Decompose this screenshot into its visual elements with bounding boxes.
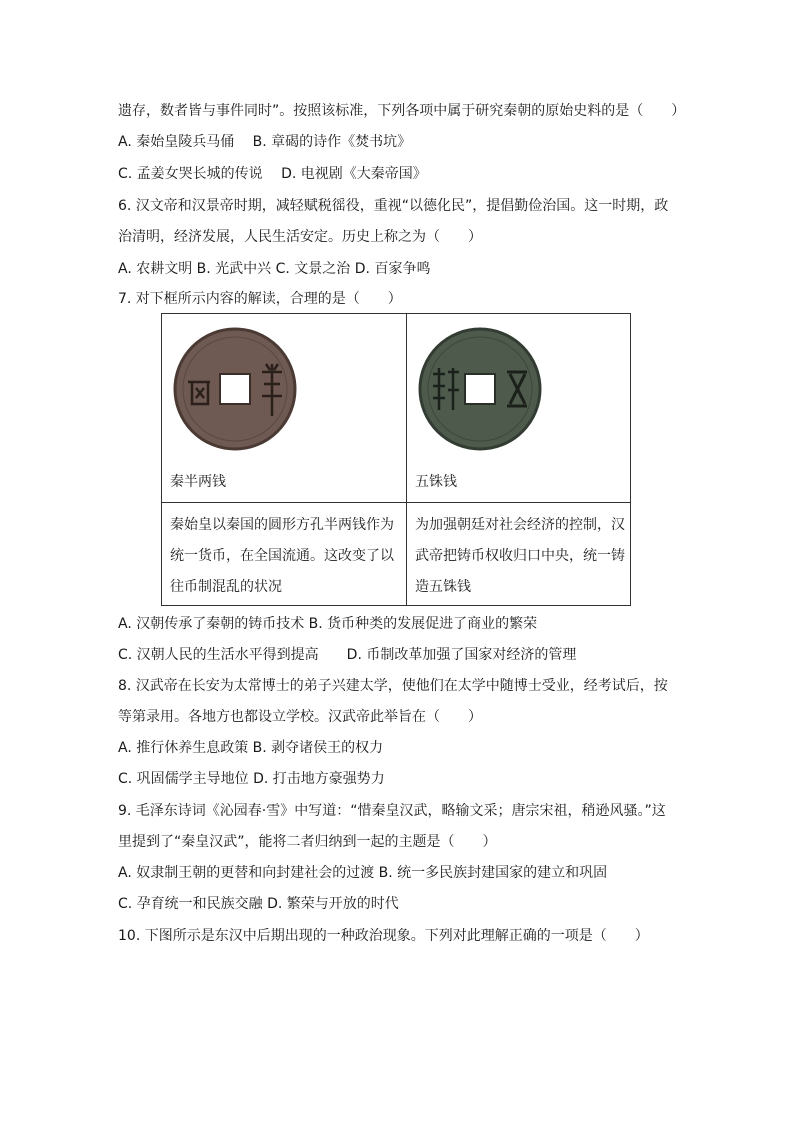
question-10: 10. 下图所示是东汉中后期出现的一种政治现象。下列对此理解正确的一项是（ ）: [118, 928, 649, 944]
option-line: C. 孕育统一和民族交融 D. 繁荣与开放的时代: [118, 896, 399, 912]
banliang-description: 秦始皇以秦国的圆形方孔半两钱作为统一货币，在全国流通。这改变了以往币制混乱的状况: [170, 517, 394, 595]
coin-label: 秦半两钱: [170, 474, 226, 490]
option-line: A. 汉朝传承了秦朝的铸币技术 B. 货币种类的发展促进了商业的繁荣: [118, 616, 538, 632]
option-line: A. 农耕文明 B. 光武中兴 C. 文景之治 D. 百家争鸣: [118, 261, 431, 277]
table-cell-wuzhu: [407, 314, 631, 502]
option-line: C. 巩固儒学主导地位 D. 打击地方豪强势力: [118, 771, 385, 787]
table-cell-banliang: [162, 314, 406, 502]
text-line: 等第录用。各地方也都设立学校。汉武帝此举旨在（ ）: [118, 709, 482, 725]
text-line: 治清明，经济发展，人民生活安定。历史上称之为（ ）: [118, 229, 482, 245]
wuzhu-coin-image: [415, 324, 545, 454]
option-line: A. 奴隶制王朝的更替和向封建社会的过渡 B. 统一多民族封建国家的建立和巩固: [118, 865, 608, 881]
text-line: 里提到了“秦皇汉武”，能将二者归纳到一起的主题是（ ）: [118, 834, 497, 850]
question-8: 8. 汉武帝在长安为太常博士的弟子兴建太学，使他们在太学中随博士受业，经考试后，按: [118, 678, 668, 694]
question-6: 6. 汉文帝和汉景帝时期，减轻赋税徭役，重视“以德化民”，提倡勤俭治国。这一时期，政: [118, 198, 669, 214]
question-9: 9. 毛泽东诗词《沁园春·雪》中写道：“惜秦皇汉武，略输文采；唐宗宋祖，稍逊风骚。”这: [118, 803, 666, 819]
option-line: C. 孟姜女哭长城的传说 D. 电视剧《大秦帝国》: [118, 166, 427, 182]
banliang-coin-image: [170, 324, 300, 454]
table-divider: [162, 502, 630, 503]
question-7: 7. 对下框所示内容的解读，合理的是（ ）: [118, 291, 402, 307]
option-line: C. 汉朝人民的生活水平得到提高 D. 币制改革加强了国家对经济的管理: [118, 647, 577, 663]
coin-comparison-table: [161, 313, 631, 606]
option-line: A. 推行休养生息政策 B. 剥夺诸侯王的权力: [118, 740, 384, 756]
wuzhu-description: 为加强朝廷对社会经济的控制，汉武帝把铸币权收归口中央，统一铸造五铢钱: [415, 517, 625, 595]
text-line: 遗存，数者皆与事件同时”。按照该标准，下列各项中属于研究秦朝的原始史料的是（ ）: [118, 103, 686, 119]
option-line: A. 秦始皇陵兵马俑 B. 章碣的诗作《焚书坑》: [118, 134, 412, 150]
coin-label: 五铢钱: [415, 474, 457, 490]
